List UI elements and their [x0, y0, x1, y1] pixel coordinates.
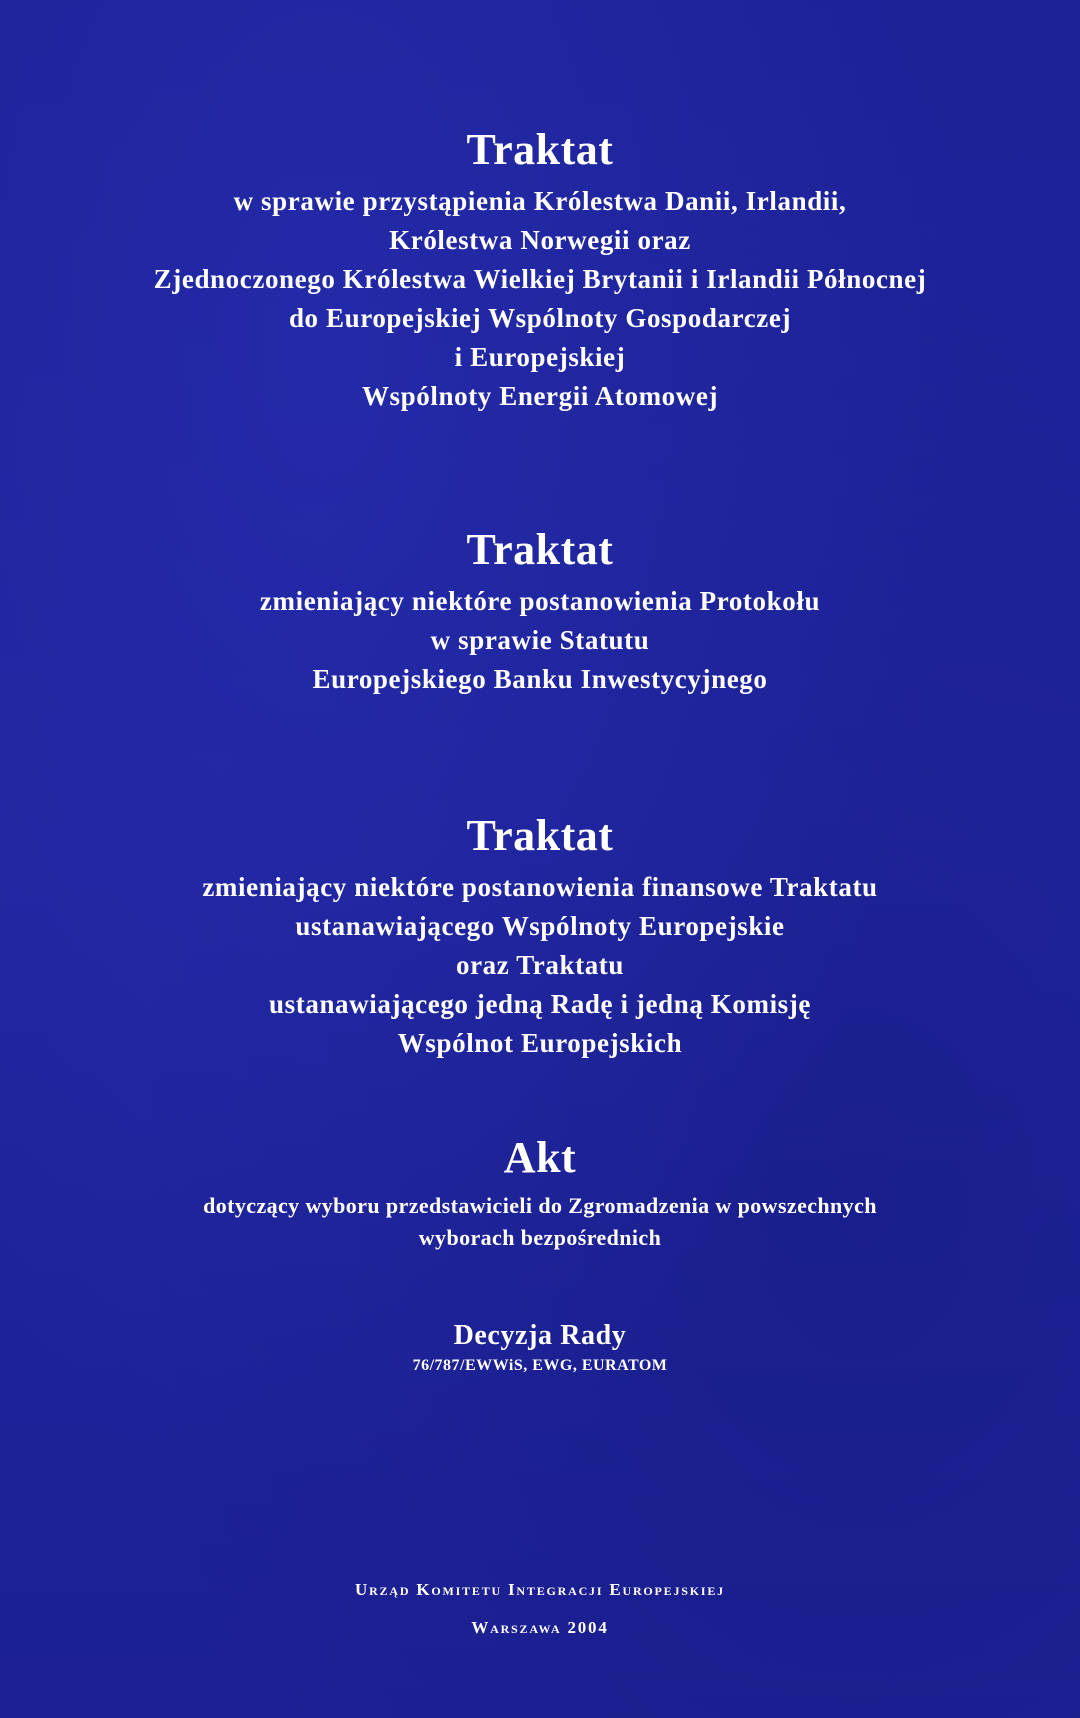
- council-decision-section: [0, 1318, 1080, 1378]
- section-heading: Decyzja Rady: [453, 1320, 627, 1351]
- section-line: zmieniający niektóre postanowienia Protokołu: [259, 586, 821, 616]
- section-heading: Akt: [503, 1133, 577, 1182]
- decision-reference: 76/787/EWWiS, EWG, EURATOM: [412, 1357, 668, 1374]
- section-heading: Traktat: [466, 811, 614, 860]
- section-line: oraz Traktatu: [455, 950, 625, 980]
- section-line: Europejskiego Banku Inwestycyjnego: [312, 664, 768, 694]
- section-line: i Europejskiej: [454, 342, 626, 372]
- section-heading: Traktat: [466, 125, 614, 174]
- treaty-eib-statute-section: [0, 524, 1080, 699]
- publisher-place-year: Warszawa 2004: [471, 1618, 609, 1637]
- section-line: Zjednoczonego Królestwa Wielkiej Brytanii i Irlandii Północnej: [153, 264, 927, 294]
- section-line: Wspólnot Europejskich: [397, 1028, 683, 1058]
- section-line: Królestwa Norwegii oraz: [389, 225, 691, 255]
- treaty-financial-provisions-section: [0, 810, 1080, 1063]
- section-line: ustanawiającego Wspólnoty Europejskie: [295, 911, 785, 941]
- section-line: zmieniający niektóre postanowienia finansowe Traktatu: [202, 872, 878, 902]
- section-line: do Europejskiej Wspólnoty Gospodarczej: [288, 303, 792, 333]
- section-line: dotyczący wyboru przedstawicieli do Zgromadzenia w powszechnych: [203, 1193, 877, 1218]
- publisher-imprint: [0, 1578, 1080, 1640]
- section-line: w sprawie przystąpienia Królestwa Danii, Irlandii,: [233, 186, 847, 216]
- publisher-name: Urząd Komitetu Integracji Europejskiej: [355, 1580, 725, 1599]
- section-line: wyborach bezpośrednich: [418, 1225, 662, 1250]
- section-line: w sprawie Statutu: [430, 625, 650, 655]
- treaty-accession-section: [0, 124, 1080, 416]
- section-heading: Traktat: [466, 525, 614, 574]
- section-line: Wspólnoty Energii Atomowej: [361, 381, 719, 411]
- section-line: ustanawiającego jedną Radę i jedną Komisję: [269, 989, 811, 1019]
- act-elections-section: [0, 1132, 1080, 1254]
